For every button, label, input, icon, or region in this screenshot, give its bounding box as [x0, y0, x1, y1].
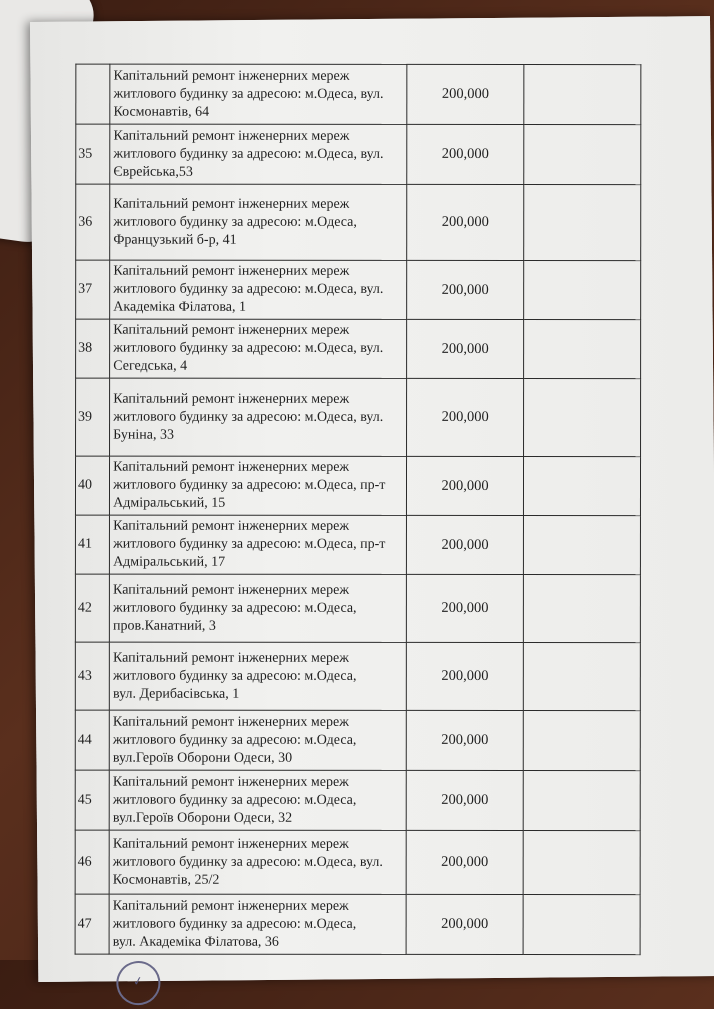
table-row: [75, 456, 640, 515]
work-description: [109, 770, 406, 830]
empty-cell: [523, 770, 640, 830]
description-line: Капітальний ремонт інженерних мереж: [113, 322, 350, 338]
amount-cell: 200,000: [407, 378, 524, 456]
works-table: [75, 64, 642, 955]
empty-cell: [524, 319, 641, 378]
description-line: житлового будинку за адресою: м.Одеса,: [112, 732, 357, 748]
description-line: Капітальний ремонт інженерних мереж: [112, 714, 349, 730]
table-row: [75, 830, 640, 894]
amount-cell: 200,000: [407, 124, 524, 184]
empty-cell: [523, 830, 640, 894]
description-line: житлового будинку за адресою: м.Одеса, вул.: [113, 409, 384, 425]
description-line: Академіка Філатова, 1: [113, 299, 246, 315]
table-row: [75, 710, 640, 770]
row-number: 41: [75, 515, 109, 574]
empty-cell: [524, 64, 641, 124]
description-line: житлового будинку за адресою: м.Одеса,: [113, 214, 357, 230]
description-line: Космонавтів, 64: [113, 104, 210, 120]
amount-cell: 200,000: [407, 319, 524, 378]
table-row: [75, 642, 640, 710]
document-page: [30, 16, 714, 989]
description-line: Капітальний ремонт інженерних мереж: [112, 836, 349, 852]
description-line: Капітальний ремонт інженерних мереж: [113, 459, 350, 475]
description-line: житлового будинку за адресою: м.Одеса,: [112, 916, 357, 932]
row-number: 38: [76, 319, 110, 378]
description-line: Капітальний ремонт інженерних мереж: [113, 196, 350, 212]
amount-cell: 200,000: [406, 894, 523, 954]
work-description: [110, 574, 407, 642]
work-description: [110, 64, 407, 124]
description-line: Космонавтів, 25/2: [112, 872, 220, 888]
description-line: житлового будинку за адресою: м.Одеса,: [113, 600, 357, 616]
work-description: [110, 515, 407, 574]
description-line: Капітальний ремонт інженерних мереж: [113, 68, 350, 84]
row-number: 35: [76, 124, 110, 184]
description-line: Капітальний ремонт інженерних мереж: [112, 774, 349, 790]
amount-cell: 200,000: [406, 710, 523, 770]
description-line: Адміральський, 15: [113, 495, 226, 511]
description-line: Французький б-р, 41: [113, 232, 237, 248]
row-number: 42: [75, 574, 109, 642]
description-line: житлового будинку за адресою: м.Одеса, вул.: [113, 86, 384, 102]
description-line: житлового будинку за адресою: м.Одеса,: [112, 792, 357, 808]
description-line: вул. Академіка Філатова, 36: [112, 934, 279, 950]
work-description: [109, 894, 406, 954]
table-row: [75, 894, 640, 954]
empty-cell: [523, 574, 640, 642]
description-line: пров.Канатний, 3: [113, 618, 216, 634]
work-description: [110, 260, 407, 319]
work-description: [109, 830, 406, 894]
empty-cell: [523, 710, 640, 770]
amount-cell: 200,000: [407, 515, 524, 574]
row-number: 36: [76, 184, 110, 260]
amount-cell: 200,000: [406, 574, 523, 642]
table-row: [76, 319, 641, 378]
description-line: Капітальний ремонт інженерних мереж: [112, 650, 349, 666]
description-line: житлового будинку за адресою: м.Одеса, вул.: [113, 340, 384, 356]
work-description: [110, 184, 407, 260]
empty-cell: [523, 515, 640, 574]
description-line: Капітальний ремонт інженерних мереж: [112, 898, 349, 914]
amount-cell: 200,000: [406, 642, 523, 710]
empty-cell: [524, 184, 641, 260]
row-number: 46: [75, 830, 109, 894]
description-line: житлового будинку за адресою: м.Одеса, вул.: [113, 281, 384, 297]
row-number: 39: [76, 378, 110, 456]
empty-cell: [524, 456, 641, 515]
description-line: житлового будинку за адресою: м.Одеса, вул.: [112, 854, 383, 870]
description-line: житлового будинку за адресою: м.Одеса,: [112, 668, 357, 684]
amount-cell: 200,000: [406, 830, 523, 894]
description-line: житлового будинку за адресою: м.Одеса, пр-т: [113, 477, 386, 493]
amount-cell: 200,000: [407, 64, 524, 124]
description-line: Капітальний ремонт інженерних мереж: [113, 263, 350, 279]
row-number: 47: [75, 894, 109, 954]
row-number: 43: [75, 642, 109, 710]
description-line: Адміральський, 17: [113, 554, 226, 570]
table-row: [76, 184, 641, 260]
amount-cell: 200,000: [407, 260, 524, 319]
table-row: [76, 64, 641, 124]
empty-cell: [523, 894, 640, 954]
description-line: Буніна, 33: [113, 427, 174, 443]
description-line: вул.Героїв Оборони Одеси, 32: [112, 810, 293, 826]
description-line: Капітальний ремонт інженерних мереж: [113, 518, 350, 534]
row-number: 37: [76, 260, 110, 319]
work-description: [109, 710, 406, 770]
work-description: [110, 378, 407, 456]
description-line: вул.Героїв Оборони Одеси, 30: [112, 750, 293, 766]
description-line: житлового будинку за адресою: м.Одеса, вул.: [113, 146, 384, 162]
table-row: [76, 378, 641, 456]
work-description: [110, 456, 407, 515]
description-line: Капітальний ремонт інженерних мереж: [113, 582, 350, 598]
row-number: 45: [75, 770, 109, 830]
stamp-seal-icon: ✓: [113, 957, 164, 1008]
work-description: [110, 124, 407, 184]
table-row: [76, 260, 641, 319]
description-line: житлового будинку за адресою: м.Одеса, пр-т: [113, 536, 386, 552]
table-row: [75, 770, 640, 830]
work-description: [109, 642, 406, 710]
description-line: Сегедська, 4: [113, 358, 188, 374]
empty-cell: [524, 260, 641, 319]
amount-cell: 200,000: [407, 184, 524, 260]
empty-cell: [524, 124, 641, 184]
description-line: Капітальний ремонт інженерних мереж: [113, 391, 350, 407]
table-row: [75, 574, 640, 642]
work-description: [110, 319, 407, 378]
description-line: Єврейська,53: [113, 164, 193, 180]
row-number: 44: [75, 710, 109, 770]
amount-cell: 200,000: [407, 456, 524, 515]
description-line: вул. Дерибасівська, 1: [112, 686, 240, 702]
empty-cell: [524, 378, 641, 456]
row-number: [76, 64, 110, 124]
row-number: 40: [75, 456, 109, 515]
amount-cell: 200,000: [406, 770, 523, 830]
table-row: [75, 515, 640, 574]
description-line: Капітальний ремонт інженерних мереж: [113, 128, 350, 144]
empty-cell: [523, 642, 640, 710]
table-row: [76, 124, 641, 184]
